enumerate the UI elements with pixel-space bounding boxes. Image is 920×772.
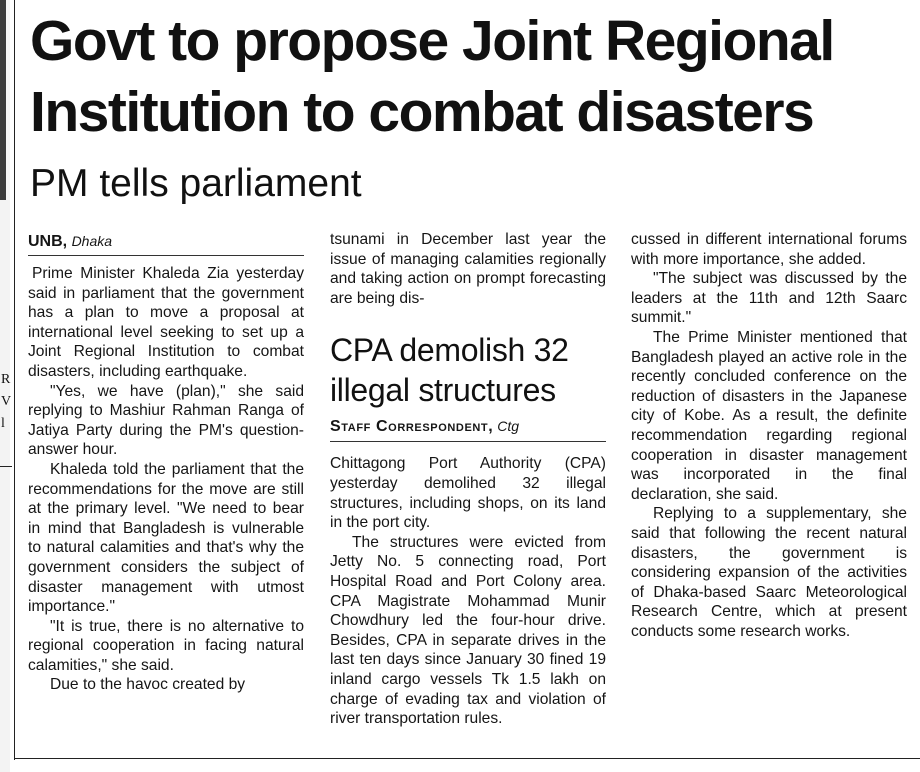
paragraph: tsunami in December last year the issue of managing calamities regionally and taking action on prompt forecasting are being dis-: [330, 231, 606, 307]
paragraph: The structures were evicted from Jetty No. 5 connecting road, Port Hospital Road and Port Colony area. CPA Magistrate Mohammad Munir Chowdhury led the four-hour drive. Besides, CPA in separate drives in the last ten days since January 30 fined 19 inland cargo vessels Tk 1.5 lakh on charge of evading tax and violation of river transportation rules.: [330, 533, 606, 728]
article-column-1: [28, 230, 304, 695]
main-byline: [28, 230, 304, 256]
byline-agency: UNB,: [28, 233, 68, 250]
main-headline: Govt to propose Joint Regional Institution to combat disasters: [30, 9, 834, 144]
byline-place: Ctg: [497, 418, 519, 435]
paragraph: Due to the havoc created by: [50, 676, 246, 694]
article-column-2: [330, 230, 606, 729]
second-byline: [330, 416, 606, 442]
paragraph: "The subject was discussed by the leaders at the 11th and 12th Saarc summit.": [631, 270, 907, 327]
paragraph: The Prime Minister mentioned that Bangladesh played an active role in the recently concluded conference on the reduction of disasters in the Japanese city of Kobe. As a result, the definite recommendation regarding regional cooperation in disaster management was incorporated in the final declaration, she said.: [631, 328, 907, 503]
main-subheadline: PM tells parliament: [30, 162, 362, 205]
paragraph: Khaleda told the parliament that the recommendations for the move are still at the primary level. "We need to bear in mind that Bangladesh is vulnerable to natural calamities and that's why the government considers the subject of disaster management with utmost importance.": [28, 460, 304, 616]
adjacent-photo-edge: [0, 0, 6, 200]
adjacent-text-fragment: V: [1, 394, 12, 409]
adjacent-divider: [0, 466, 12, 467]
paragraph: Replying to a supplementary, she said that following the recent natural disasters, the government is considering expansion of the activities of Dhaka-based Saarc Meteorological Research Centre, which at present conducts some research works.: [631, 505, 907, 640]
byline-agency: Staff Correspondent,: [330, 418, 494, 436]
second-headline: CPA demolish 32 illegal structures: [330, 332, 569, 409]
column-divider-left: [14, 0, 15, 760]
article-column-3: [631, 230, 907, 641]
paragraph: "Yes, we have (plan)," she said replying to Mashiur Rahman Ranga of Jatiya Party during the PM's question-answer hour.: [28, 382, 304, 459]
paragraph: "It is true, there is no alternative to regional cooperation in facing natural calamities," she said.: [28, 617, 304, 674]
paragraph: cussed in different international forums with more importance, she added.: [631, 231, 907, 268]
paragraph: Chittagong Port Authority (CPA) yesterday demolihed 32 illegal structures, including shops, on its land in the port city.: [330, 455, 606, 532]
adjacent-text-fragment: R: [1, 372, 11, 387]
byline-place: Dhaka: [71, 233, 113, 249]
paragraph: Prime Minister Khaleda Zia yesterday said in parliament that the government has a plan to move a proposal at international level seeking to set up a Joint Regional Institution to combat disasters, including earthquake.: [28, 265, 304, 380]
bottom-rule: [14, 758, 920, 759]
adjacent-text-fragment: l: [1, 416, 5, 431]
